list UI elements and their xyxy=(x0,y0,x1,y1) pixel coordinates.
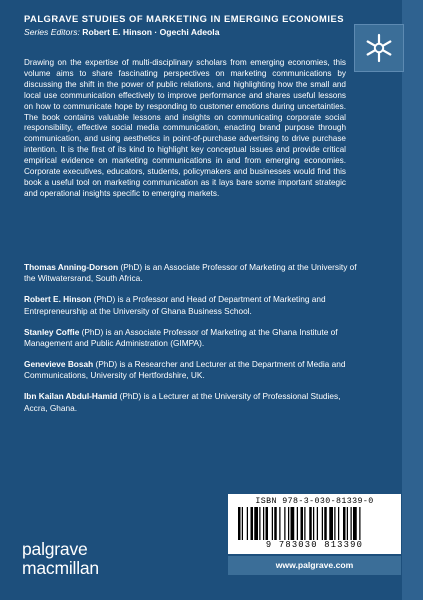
author-bio-text: (PhD) is an Associate Professor of Marketing at the Ghana Institute of Management and Public Administration (GIMPA). xyxy=(24,326,338,349)
barcode-digits: 9 783030 813390 xyxy=(265,540,364,550)
spine-strip xyxy=(402,0,423,600)
isbn-label: ISBN 978-3-030-81339-0 xyxy=(255,497,374,506)
author-bio-text: (PhD) is an Associate Professor of Marketing at the University of the Witwatersrand, South Africa. xyxy=(24,262,357,284)
author-bio-text: (PhD) is a Professor and Head of Department of Marketing and Entrepreneurship at the University of Ghana Business School. xyxy=(24,294,326,316)
publisher-line-1: palgrave xyxy=(22,539,88,559)
palgrave-asterisk-logo-icon xyxy=(363,32,395,64)
author-bio xyxy=(24,391,364,414)
series-title: PALGRAVE STUDIES OF MARKETING IN EMERGING ECONOMIES xyxy=(24,13,344,24)
author-bio xyxy=(24,359,364,382)
website-link[interactable]: www.palgrave.com xyxy=(275,560,354,570)
publisher-wordmark xyxy=(22,540,99,578)
website-panel xyxy=(228,556,401,575)
author-name: Genevieve Bosah xyxy=(24,358,94,369)
barcode-panel xyxy=(228,494,401,554)
author-bio xyxy=(24,294,364,317)
book-description: Drawing on the expertise of multi-disciplinary scholars from emerging economies, this volume aims to share fascinating perspectives on marketing communications by discussing the shift in the power of public relations, and highlighting how the small and local use communication effectively to improve performance and shares useful lessons on how to communicate hope by responding to customer emotions during uncertainties. The book contains valuable lessons and insights on communicating corporate social responsibility, effective social media communication, enacting brand purpose through communication, and using aesthetics in point-of-purchase advertising to drive purchase intention. It is the first of its kind to highlight key conceptual issues and provide critical empirical evidence on marketing communications in and from emerging economies. Corporate executives, educators, students, policymakers and businesses would find this book a useful tool on marketing communication as it lays bare some important strategic and operational insights specific to emerging markets. xyxy=(24,58,346,198)
publisher-line-2: macmillan xyxy=(22,558,99,578)
author-bio-text: (PhD) is a Lecturer at the University of Professional Studies, Accra, Ghana. xyxy=(24,391,341,413)
author-bio xyxy=(24,262,364,285)
series-editors-label: Series Editors: xyxy=(24,27,80,37)
series-editors xyxy=(24,27,219,37)
author-bio-text: (PhD) is a Researcher and Lecturer at the Department of Media and Communications, University of Hertfordshire, UK. xyxy=(24,358,346,381)
series-header xyxy=(0,0,402,46)
author-name: Ibn Kailan Abdul-Hamid xyxy=(24,391,118,402)
series-editors-names: Robert E. Hinson · Ogechi Adeola xyxy=(82,27,220,37)
author-name: Robert E. Hinson xyxy=(24,294,92,305)
author-name: Thomas Anning-Dorson xyxy=(24,262,119,272)
author-bio xyxy=(24,327,364,350)
publisher-logo-badge xyxy=(354,24,404,72)
author-name: Stanley Coffie xyxy=(24,326,80,337)
barcode-icon xyxy=(238,507,391,540)
author-bios xyxy=(24,262,364,424)
